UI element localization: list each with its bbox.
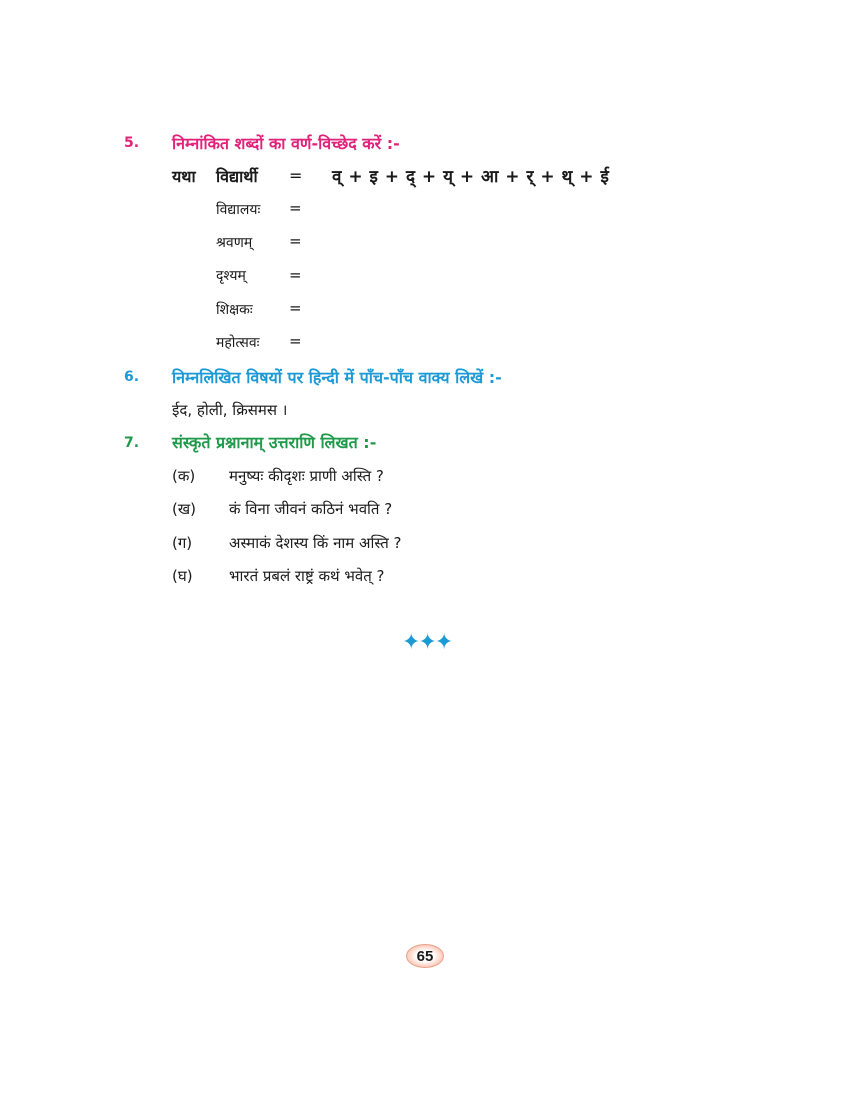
item-label: (ख) [172,500,196,518]
split-equals: = [289,332,302,350]
example-parts: व् + इ + द् + य् + आ + र् + थ् + ई [332,167,610,187]
item-text: अस्माकं देशस्य किं नाम अस्ति ? [229,534,402,552]
example-equals: = [289,166,303,185]
split-word: महोत्सवः [216,335,260,351]
question-6-heading: निम्नलिखित विषयों पर हिन्दी में पाँच-पाँच वाक्य लिखें :- [172,368,502,387]
split-word: दृश्यम् [216,268,246,284]
item-label: (ग) [172,534,193,552]
split-word: विद्यालयः [216,202,261,218]
split-equals: = [289,199,302,217]
page-number: 65 [406,944,444,968]
example-word: विद्यार्थी [216,167,258,186]
divider-stars-icon: ✦✦✦ [402,630,452,655]
item-label: (घ) [172,567,193,585]
question-7-heading: संस्कृते प्रश्नानाम् उत्तराणि लिखत :- [172,433,377,452]
item-text: कं विना जीवनं कठिनं भवति ? [229,500,393,518]
split-word: शिक्षकः [216,302,253,318]
example-prefix: यथा [172,167,196,186]
question-5-number: 5. [124,135,140,151]
split-word: श्रवणम् [216,235,253,251]
item-text: भारतं प्रबलं राष्ट्रं कथं भवेत् ? [229,567,385,585]
question-6-topics: ईद, होली, क्रिसमस । [172,401,288,419]
split-equals: = [289,232,302,250]
item-text: मनुष्यः कीदृशः प्राणी अस्ति ? [229,467,384,485]
question-7-number: 7. [124,435,140,451]
question-6-number: 6. [124,369,140,385]
split-equals: = [289,299,302,317]
question-5-heading: निम्नांकित शब्दों का वर्ण-विच्छेद करें :- [172,134,400,153]
split-equals: = [289,266,302,284]
item-label: (क) [172,467,196,485]
